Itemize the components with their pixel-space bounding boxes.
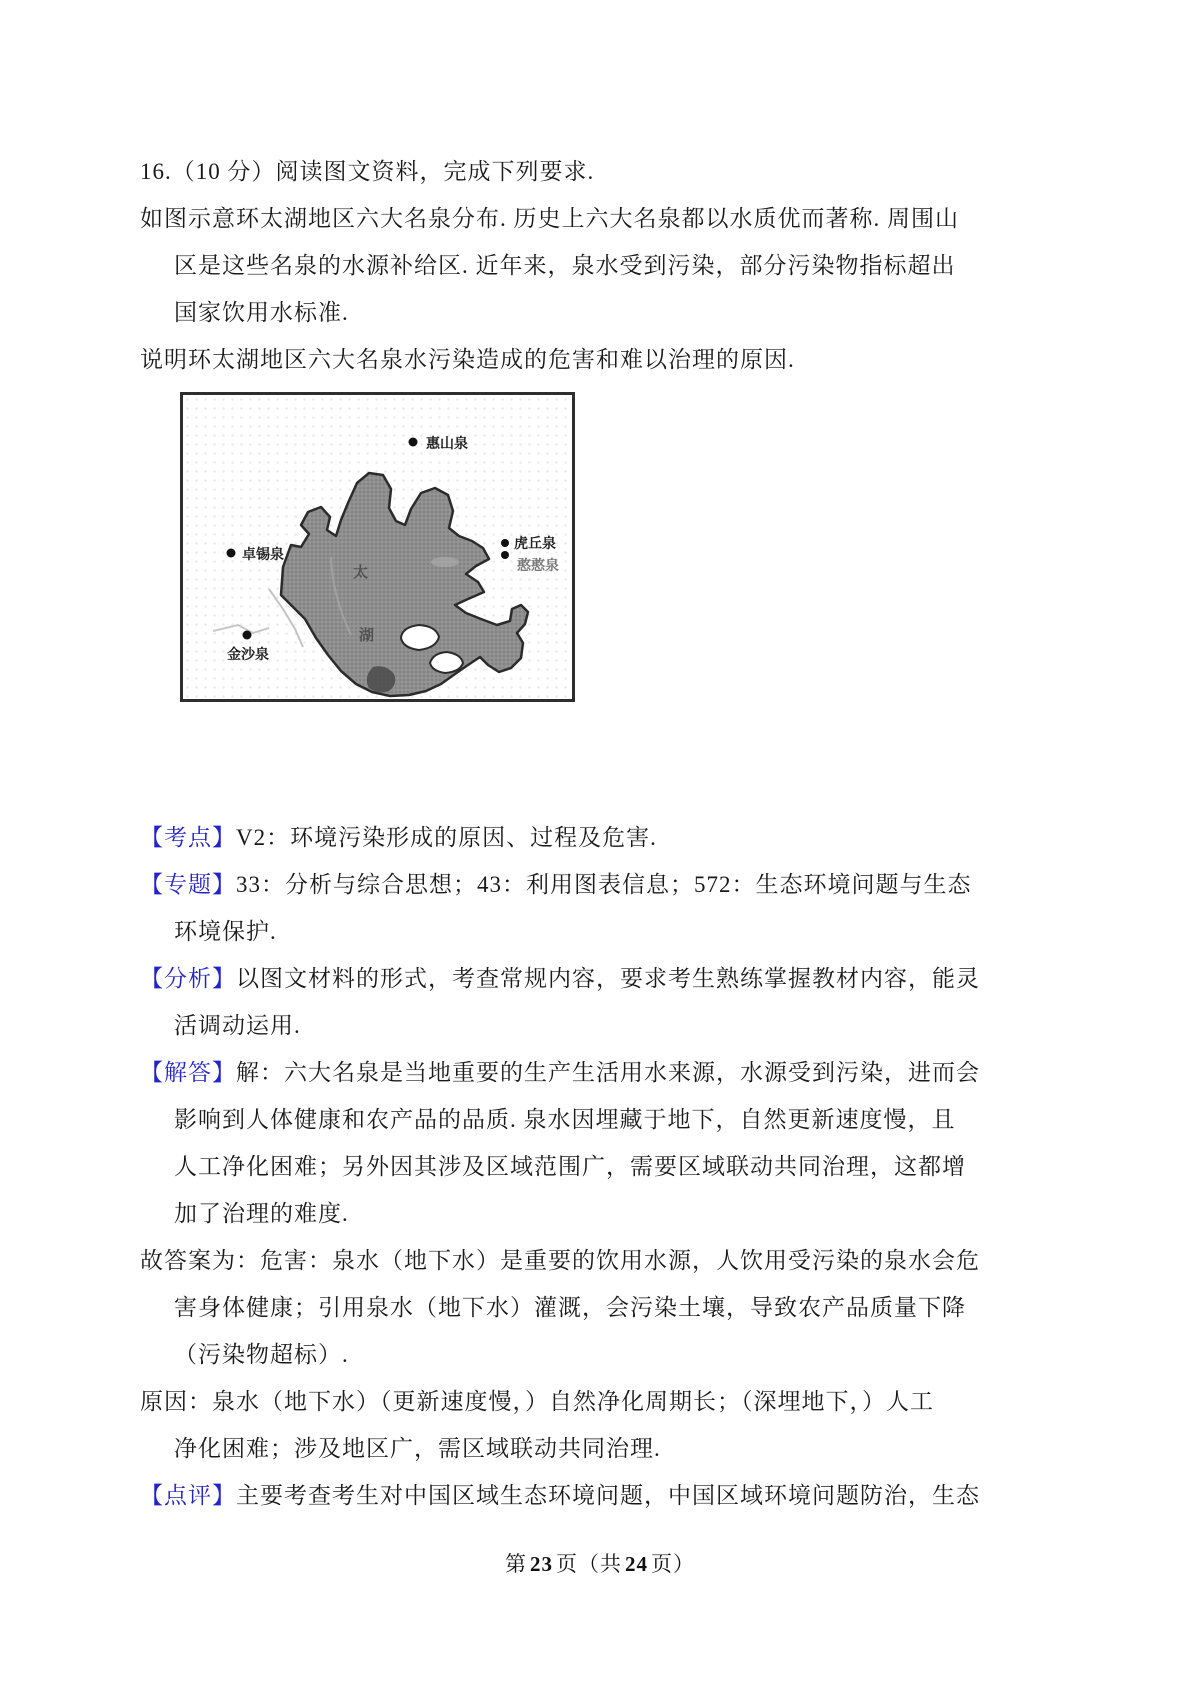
analysis-text: 人工净化困难；另外因其涉及区域范围广，需要区域联动共同治理，这都增	[174, 1154, 966, 1179]
analysis-line-dianping	[140, 1472, 1075, 1519]
lake-island	[401, 625, 439, 650]
answer-line	[140, 1331, 1075, 1378]
analysis-line	[140, 1143, 1075, 1190]
analysis-text: V2：环境污染形成的原因、过程及危害.	[236, 825, 657, 850]
analysis-text: 原因：泉水（地下水）（更新速度慢，）自然净化周期长；（深埋地下，）人工	[140, 1389, 934, 1414]
analysis-text: 害身体健康；引用泉水（地下水）灌溉，会污染土壤，导致农产品质量下降	[174, 1295, 966, 1320]
lake-taihu-shape	[281, 473, 528, 696]
spring-dot-huishan	[409, 438, 418, 447]
analysis-text: 33：分析与综合思想；43：利用图表信息；572：生态环境问题与生态	[236, 872, 972, 897]
river-line	[213, 625, 269, 633]
answer-line	[140, 1237, 1075, 1284]
answer-line	[140, 1378, 1075, 1425]
question-intro-line	[140, 289, 1075, 336]
answer-line	[140, 1284, 1075, 1331]
analysis-text: 加了治理的难度.	[174, 1201, 349, 1226]
spring-label-zhuoxi: 卓锡泉	[242, 548, 284, 563]
question-intro-line	[140, 195, 1075, 242]
question-text: 区是这些名泉的水源补给区. 近年来，泉水受到污染，部分污染物指标超出	[174, 253, 956, 278]
spring-dot-zhuoxi	[227, 549, 236, 558]
document-content	[140, 148, 1075, 1519]
page-footer	[0, 1548, 1200, 1578]
analysis-line-jieda	[140, 1049, 1075, 1096]
spring-label-jinsha: 金沙泉	[227, 648, 269, 663]
analysis-line-fenxi	[140, 955, 1075, 1002]
analysis-text: 主要考查考生对中国区域生态环境问题，中国区域环境问题防治，生态	[236, 1483, 980, 1508]
section-label-zhuanti: 【专题】	[140, 872, 236, 897]
section-label-kaodian: 【考点】	[140, 825, 236, 850]
analysis-line	[140, 1002, 1075, 1049]
analysis-text: 以图文材料的形式，考查常规内容，要求考生熟练掌握教材内容，能灵	[236, 966, 980, 991]
question-task-line	[140, 336, 1075, 383]
question-intro-line	[140, 242, 1075, 289]
spring-dot-huqiu	[501, 539, 509, 547]
spring-dot-hanhan	[501, 551, 509, 559]
question-text: 如图示意环太湖地区六大名泉分布. 历史上六大名泉都以水质优而著称. 周围山	[140, 206, 959, 231]
analysis-line-kaodian	[140, 814, 1075, 861]
spring-label-huishan: 惠山泉	[426, 437, 468, 452]
lake-light-patch	[431, 557, 459, 567]
section-label-dianping: 【点评】	[140, 1483, 236, 1508]
lake-island	[430, 652, 463, 673]
taihu-map-figure	[180, 392, 575, 702]
question-number-line	[140, 148, 1075, 195]
analysis-text: 影响到人体健康和农产品的品质. 泉水因埋藏于地下，自然更新速度慢，且	[174, 1107, 956, 1132]
analysis-text: （污染物超标）.	[174, 1342, 349, 1367]
footer-text: 页（共	[556, 1552, 622, 1576]
footer-page-number: 23	[530, 1552, 553, 1576]
spring-dot-jinsha	[243, 631, 252, 640]
analysis-text: 净化困难；涉及地区广，需区域联动共同治理.	[174, 1436, 661, 1461]
lake-name-char-tai: 太	[353, 565, 369, 581]
analysis-text: 解：六大名泉是当地重要的生产生活用水来源，水源受到污染，进而会	[236, 1060, 980, 1085]
analysis-text: 活调动运用.	[174, 1013, 301, 1038]
analysis-line	[140, 908, 1075, 955]
question-text: 国家饮用水标准.	[174, 300, 349, 325]
footer-text: 第	[505, 1552, 527, 1576]
question-text: 说明环太湖地区六大名泉水污染造成的危害和难以治理的原因.	[140, 347, 795, 372]
analysis-text: 环境保护.	[174, 919, 277, 944]
lake-name-char-hu: 湖	[359, 628, 375, 644]
footer-total-pages: 24	[625, 1552, 648, 1576]
section-label-fenxi: 【分析】	[140, 966, 236, 991]
analysis-line-zhuanti	[140, 861, 1075, 908]
question-text: 16.（10 分）阅读图文资料，完成下列要求.	[140, 159, 595, 184]
analysis-line	[140, 1190, 1075, 1237]
analysis-line	[140, 1096, 1075, 1143]
answer-line	[140, 1425, 1075, 1472]
spring-label-hanhan: 憨憨泉	[517, 559, 559, 574]
spring-label-huqiu: 虎丘泉	[514, 537, 556, 552]
analysis-text: 故答案为：危害：泉水（地下水）是重要的饮用水源，人饮用受污染的泉水会危	[140, 1248, 980, 1273]
taihu-lake-map	[183, 395, 572, 699]
footer-text: 页）	[651, 1552, 695, 1576]
section-label-jieda: 【解答】	[140, 1060, 236, 1085]
